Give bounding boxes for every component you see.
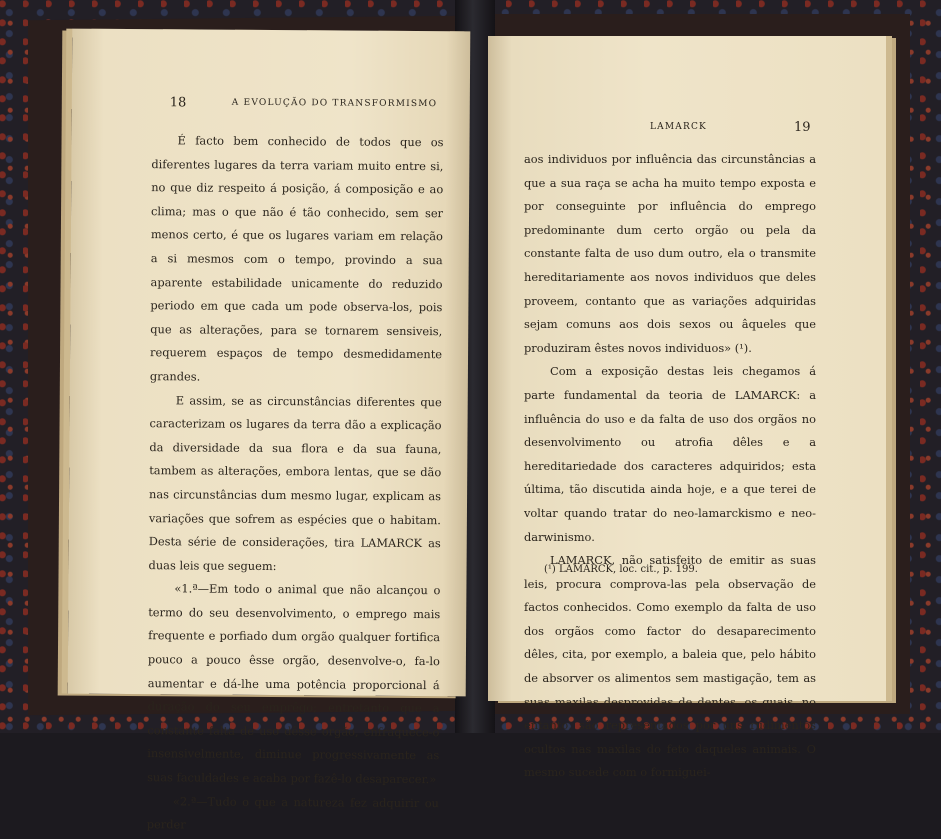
paragraph: «1.ª—Em todo o animal que não alcançou o termo do seu desenvolvimento, o emprego mais frequente e porfiado dum orgão qualquer fortifica pouco a pouco êsse orgão, desenvolve-o, fa-lo aumentar e dá-lhe uma potência proporcional á duração do seu emprêgo; entretanto que a constante falta de uso dêsse orgão, enfraquece-o insensivelmente, diminue progressivamente as suas faculdades e acaba por fazê-lo desaparecer.»	[147, 581, 441, 787]
left-page-body	[147, 129, 444, 839]
paragraph: É facto bem conhecido de todos que os diferentes lugares da terra variam muito entre si, no que diz respeito á posição, á composição e ao clima; mas o que não é tão conhecido, sem ser menos certo, é que os lugares variam em relação a si mesmos com o tempo, provindo a sua aparente estabilidade unicamente do reduzido periodo em que cada um pode observa-los, pois que as alterações, para se tornarem sensiveis, requerem espaços de tempo desmedidamente grandes.	[149, 133, 444, 384]
running-head: LAMARCK	[650, 122, 707, 132]
page-number: 19	[794, 120, 811, 135]
running-head: A EVOLUÇÃO DO TRANSFORMISMO	[231, 97, 438, 110]
right-page	[488, 36, 886, 780]
left-page	[68, 29, 471, 832]
paragraph: aos individuos por influência das circunstâncias a que a sua raça se acha ha muito tempo exposta e por conseguinte por influência do emprego predominante dum certo orgão ou pela da constante falta de uso dum outro, ela o transmite hereditariamente aos novos individuos que deles proveem, contanto que as variações adquiridas sejam comuns aos dois sexos ou âqueles que produziram êstes novos individuos» (¹).	[524, 152, 816, 355]
right-page-body	[524, 148, 816, 785]
page-number: 18	[169, 95, 187, 111]
paragraph: Com a exposição destas leis chegamos á parte fundamental da teoria de LAMARCK: a influência do uso e da falta de uso dos orgãos no desenvolvimento ou atrofia dêles e a hereditariedade dos caracteres adquiridos; esta última, tão discutida ainda hoje, e a que terei de voltar quando tratar do neo-lamarckismo e neo-darwinismo.	[524, 364, 816, 544]
paragraph: LAMARCK, não satisfeito de emitir as suas leis, procura comprova-las pela observação de factos conhecidos. Como exemplo da falta de uso dos orgãos como factor do desaparecimento dêles, cita, por exemplo, a baleia que, pelo hábito de absorver os alimentos sem mastigação, tem as suas maxilas desprovidas de dentes, os quais, no entanto, são representados por uns rudimentos ocultos nas maxilas do feto daqueles animais. O mesmo sucede com o formiguei-	[524, 553, 816, 780]
footnote: (¹) LAMARCK, loc. cit., p. 199.	[544, 564, 698, 575]
paragraph: «2.ª—Tudo o que a natureza fez adquirir ou perder	[146, 793, 439, 832]
paragraph: E assim, se as circunstâncias diferentes que caracterizam os lugares da terra dão a explicação da diversidade da sua flora e da sua fauna, tambem as alterações, embora lentas, que se dão nas circunstâncias dum mesmo lugar, explicam as variações que sofrem as espécies que o habitam. Desta série de considerações, tira LAMARCK as duas leis que seguem:	[148, 392, 442, 573]
